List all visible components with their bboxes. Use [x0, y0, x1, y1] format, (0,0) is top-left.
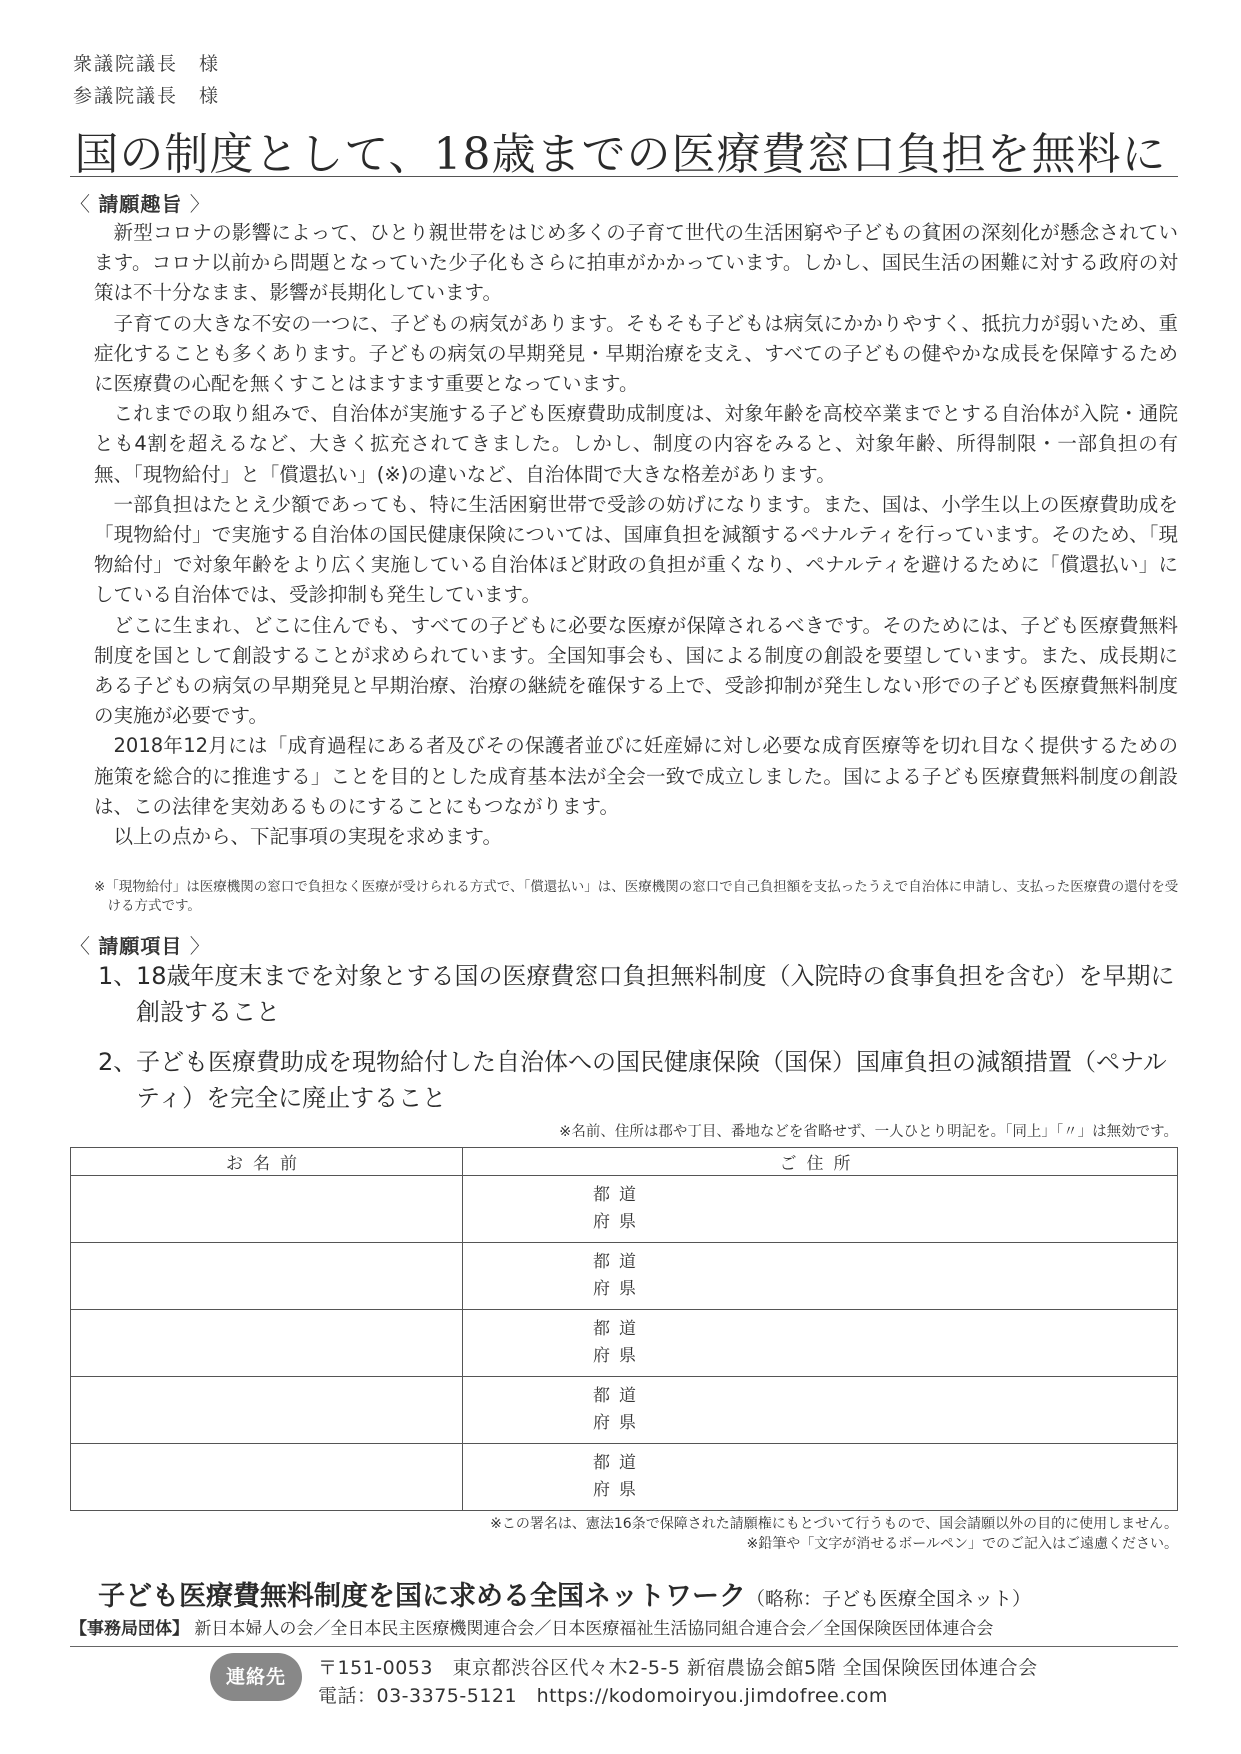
- item-number: 1、: [98, 962, 138, 990]
- item-text: 18歳年度末までを対象とする国の医療費窓口負担無料制度（入院時の食事負担を含む）を早期に創設すること: [136, 962, 1175, 1026]
- organization-abbreviation: （略称：子ども医療全国ネット）: [746, 1588, 1032, 1610]
- name-cell[interactable]: [71, 1243, 463, 1310]
- address-cell[interactable]: [463, 1444, 1178, 1511]
- addressee-lower-house: 衆議院議長 様: [73, 53, 221, 75]
- addressees: [73, 48, 220, 112]
- purpose-heading: [70, 188, 211, 217]
- address-cell[interactable]: [463, 1377, 1178, 1444]
- purpose-paragraph: 以上の点から、下記事項の実現を求めます。: [113, 825, 502, 849]
- address-cell[interactable]: [463, 1310, 1178, 1377]
- left-angle-bracket: 〈: [70, 934, 99, 958]
- purpose-paragraph: 一部負担はたとえ少額であっても、特に生活困窮世帯で受診の妨げになります。また、国は、小学生以上の医療費助成を「現物給付」で実施する自治体の国民健康保険については、国庫負担を減額するペナルティを行っています。そのため、「現物給付」で対象年齢をより広く実施している自治体ほど財政の負担が重くなり、ペナルティを避けるために「償還払い」にしている自治体では、受診抑制も発生しています。: [94, 492, 1178, 607]
- purpose-paragraph: どこに生まれ、どこに住んでも、すべての子どもに必要な医療が保障されるべきです。そのためには、子ども医療費無料制度を国として創設することが求められています。全国知事会も、国による制度の創設を要望しています。また、成長期にある子どもの病気の早期発見と早期治療、治療の継続を確保する上で、受診抑制が発生しない形での子ども医療費無料制度の実施が必要です。: [94, 613, 1178, 728]
- prefecture-label: 都道 府県: [593, 1185, 645, 1232]
- signature-instructions: ※名前、住所は郡や丁目、番地などを省略せず、一人ひとり明記を。「同上」「〃」は無効です。: [559, 1124, 1178, 1140]
- purpose-heading-text: 請願趣旨: [98, 192, 183, 216]
- page-title: 国の制度として、18歳までの医療費窓口負担を無料に: [74, 129, 1167, 180]
- items-heading-text: 請願項目: [98, 934, 183, 958]
- addressee-upper-house: 参議院議長 様: [73, 85, 221, 107]
- prefecture-label: 都道 府県: [593, 1252, 645, 1299]
- table-row: [71, 1176, 1178, 1243]
- contact-badge: 連絡先: [210, 1653, 302, 1701]
- name-cell[interactable]: [71, 1444, 463, 1511]
- table-row: [71, 1310, 1178, 1377]
- footer-divider: [70, 1646, 1178, 1647]
- secretariat-groups: [70, 1614, 993, 1639]
- contact-info: [318, 1654, 1038, 1710]
- organization-name: [98, 1574, 1031, 1613]
- name-cell[interactable]: [71, 1176, 463, 1243]
- prefecture-label: 都道 府県: [593, 1319, 645, 1366]
- petition-item: [98, 1044, 1178, 1116]
- organization-full-name: 子ども医療費無料制度を国に求める全国ネットワーク: [98, 1581, 746, 1612]
- left-angle-bracket: 〈: [70, 192, 99, 216]
- item-number: 2、: [98, 1048, 138, 1076]
- address-column-header: ご住所: [463, 1148, 1178, 1176]
- table-row: [71, 1243, 1178, 1310]
- right-angle-bracket: 〉: [182, 192, 211, 216]
- table-row: [71, 1444, 1178, 1511]
- secretariat-list: 新日本婦人の会／全日本民主医療機関連合会／日本医療福祉生活協同組合連合会／全国保険医団体連合会: [194, 1619, 994, 1639]
- purpose-paragraph: これまでの取り組みで、自治体が実施する子ども医療費助成制度は、対象年齢を高校卒業までとする自治体が入院・通院とも4割を超えるなど、大きく拡充されてきました。しかし、制度の内容をみると、対象年齢、所得制限・一部負担の有無、「現物給付」と「償還払い」(※)の違いなど、自治体間で大きな格差があります。: [94, 402, 1178, 486]
- address-cell[interactable]: [463, 1243, 1178, 1310]
- item-text: 子ども医療費助成を現物給付した自治体への国民健康保険（国保）国庫負担の減額措置（ペナルティ）を完全に廃止すること: [136, 1048, 1167, 1112]
- contact-address: 〒151-0053 東京都渋谷区代々木2-5-5 新宿農協会館5階 全国保険医団体連合会: [318, 1657, 1038, 1679]
- signature-table: [70, 1147, 1178, 1511]
- purpose-paragraph: 2018年12月には「成育過程にある者及びその保護者並びに妊産婦に対し必要な成育医療等を切れ目なく提供するための施策を総合的に推進する」ことを目的とした成育基本法が全会一致で成立しました。国による子ども医療費無料制度の創設は、この法律を実効あるものにすることにもつながります。: [94, 734, 1178, 818]
- name-cell[interactable]: [71, 1377, 463, 1444]
- petition-item: [98, 958, 1178, 1030]
- name-column-header: お名前: [71, 1148, 463, 1176]
- name-cell[interactable]: [71, 1310, 463, 1377]
- contact-phone-url: 電話：03-3375-5121 https://kodomoiryou.jimdofree.com: [318, 1685, 888, 1707]
- petition-items: [98, 958, 1178, 1116]
- purpose-body: [94, 218, 1178, 852]
- title-divider: [70, 176, 1178, 177]
- prefecture-label: 都道 府県: [593, 1453, 645, 1500]
- purpose-paragraph: 子育ての大きな不安の一つに、子どもの病気があります。そもそも子どもは病気にかかりやすく、抵抗力が弱いため、重症化することも多くあります。子どもの病気の早期発見・早期治療を支え、すべての子どもの健やかな成長を保障するために医療費の心配を無くすことはますます重要となっています。: [94, 311, 1178, 396]
- address-cell[interactable]: [463, 1176, 1178, 1243]
- table-header-row: [71, 1148, 1178, 1176]
- constitution-note: ※この署名は、憲法16条で保障された請願権にもとづいて行うもので、国会請願以外の目的に使用しません。: [490, 1516, 1178, 1532]
- secretariat-label: 【事務局団体】: [70, 1619, 189, 1639]
- purpose-paragraph: 新型コロナの影響によって、ひとり親世帯をはじめ多くの子育て世代の生活困窮や子どもの貧困の深刻化が懸念されています。コロナ以前から問題となっていた少子化もさらに拍車がかかっています。しかし、国民生活の困難に対する政府の対策は不十分なまま、影響が長期化しています。: [94, 221, 1178, 305]
- items-heading: [70, 930, 211, 959]
- right-angle-bracket: 〉: [182, 934, 211, 958]
- table-row: [71, 1377, 1178, 1444]
- prefecture-label: 都道 府県: [593, 1386, 645, 1433]
- pen-usage-note: ※鉛筆や「文字が消せるボールペン」でのご記入はご遠慮ください。: [746, 1536, 1178, 1552]
- payment-method-footnote: ※「現物給付」は医療機関の窓口で負担なく医療が受けられる方式で、「償還払い」は、医療機関の窓口で自己負担額を支払ったうえで自治体に申請し、支払った医療費の還付を受ける方式です。: [94, 879, 1179, 914]
